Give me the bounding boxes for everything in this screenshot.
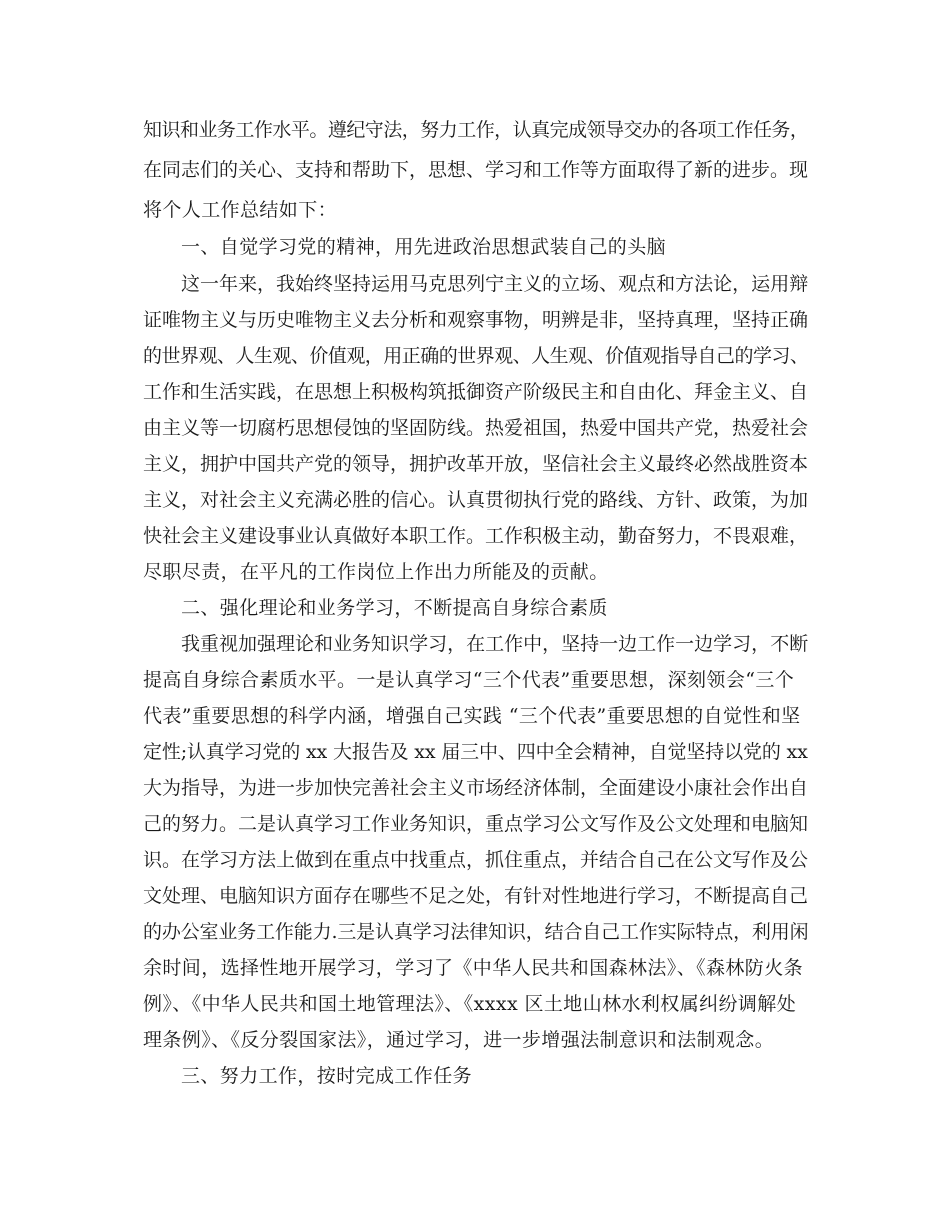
paragraph-first-line: 我重视加强理论和业务知识学习，在工作中，坚持一边工作一边学习，不断: [181, 633, 809, 655]
text-line: 识。在学习方法上做到在重点中找重点，抓住重点，并结合自己在公文写作及公: [143, 849, 809, 871]
section-heading: 三、努力工作，按时完成工作任务: [181, 1065, 473, 1087]
text-line: 提高自身综合素质水平。一是认真学习“三个代表”重要思想，深刻领会“三个: [143, 669, 795, 691]
paragraph-first-line: 这一年来，我始终坚持运用马克思列宁主义的立场、观点和方法论，运用辩: [181, 273, 809, 295]
section-heading: 二、强化理论和业务学习，不断提高自身综合素质: [181, 597, 608, 619]
text-line: 主义，对社会主义充满必胜的信心。认真贯彻执行党的路线、方针、政策，为加: [143, 489, 809, 511]
text-line: 尽职尽责，在平凡的工作岗位上作出力所能及的贡献。: [143, 561, 609, 583]
text-line: 己的努力。二是认真学习工作业务知识，重点学习公文写作及公文处理和电脑知: [143, 813, 809, 835]
text-line: 在同志们的关心、支持和帮助下，思想、学习和工作等方面取得了新的进步。现: [143, 159, 809, 181]
text-line: 例》、《中华人民共和国土地管理法》、《xxxx 区土地山林水利权属纠纷调解处: [143, 993, 797, 1015]
text-line: 的办公室业务工作能力.三是认真学习法律知识，结合自己工作实际特点，利用闲: [143, 921, 809, 943]
text-line: 的世界观、人生观、价值观，用正确的世界观、人生观、价值观指导自己的学习、: [143, 345, 809, 367]
section-heading: 一、自觉学习党的精神，用先进政治思想武装自己的头脑: [181, 236, 667, 258]
text-line: 快社会主义建设事业认真做好本职工作。工作积极主动，勤奋努力，不畏艰难，: [143, 525, 809, 547]
text-line: 知识和业务工作水平。遵纪守法，努力工作，认真完成领导交办的各项工作任务，: [143, 119, 809, 141]
text-line: 代表”重要思想的科学内涵，增强自己实践 “三个代表”重要思想的自觉性和坚: [143, 705, 801, 727]
text-line: 定性;认真学习党的 xx 大报告及 xx 届三中、四中全会精神，自觉坚持以党的 xx: [143, 741, 808, 763]
text-line: 余时间，选择性地开展学习，学习了《中华人民共和国森林法》、《森林防火条: [143, 957, 804, 979]
text-line: 文处理、电脑知识方面存在哪些不足之处，有针对性地进行学习，不断提高自己: [143, 885, 809, 907]
text-line: 由主义等一切腐朽思想侵蚀的坚固防线。热爱祖国，热爱中国共产党，热爱社会: [143, 417, 809, 439]
text-line: 将个人工作总结如下：: [143, 199, 338, 221]
text-line: 理条例》、《反分裂国家法》，通过学习，进一步增强法制意识和法制观念。: [143, 1029, 775, 1051]
text-line: 大为指导，为进一步加快完善社会主义市场经济体制，全面建设小康社会作出自: [143, 777, 809, 799]
text-line: 工作和生活实践，在思想上积极构筑抵御资产阶级民主和自由化、拜金主义、自: [143, 381, 809, 403]
text-line: 主义，拥护中国共产党的领导，拥护改革开放，坚信社会主义最终必然战胜资本: [143, 453, 809, 475]
text-line: 证唯物主义与历史唯物主义去分析和观察事物，明辨是非，坚持真理，坚持正确: [143, 309, 809, 331]
